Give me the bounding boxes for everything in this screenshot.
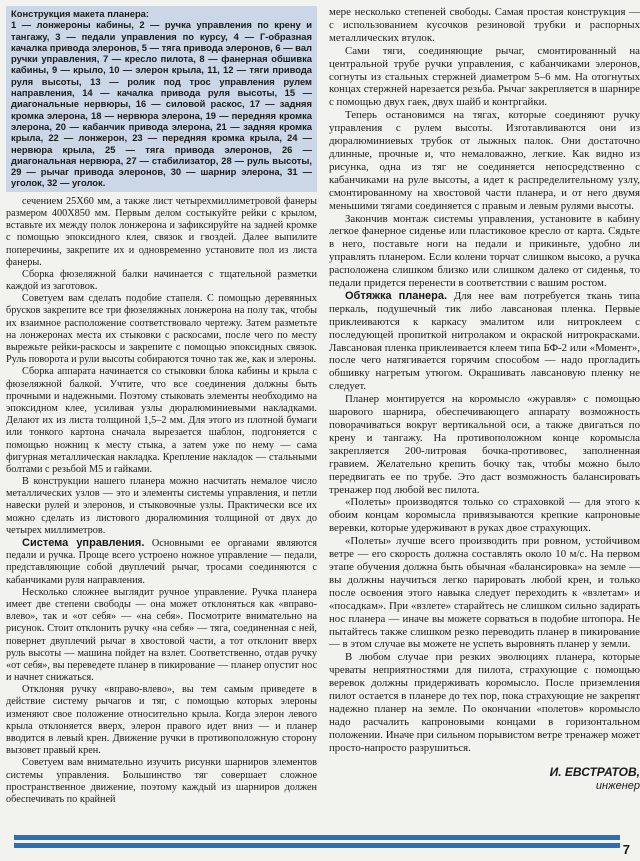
author-role: инженер [595, 779, 640, 792]
paragraph: Планер монтируется на коромысло «журавля» с помощью шарового шарнира, обеспечивающего аппарату возможность поворачиваться вокруг вертикальной оси, а также двигаться по крену и тангажу. На противоположном конце коромысла закрепляется 200-литровая бочка-противовес, заполненная гравием. Желательно крепить бочку так, чтобы можно было передвигать ее по трубе. Это даст возможность балансировать тренажер под любой вес пилота. [329, 393, 640, 496]
footer-rule-top [14, 835, 620, 840]
figure-caption-title: Конструкция макета планера: [11, 8, 150, 19]
section-heading-covering: Обтяжка планера. [345, 289, 448, 302]
paragraph-text: Для нее вам потребуется ткань типа перкаль, подушечный тик либо лавсановая пленка. Первые приклеиваются к каркасу эмалитом или нитроклеем с последующей пропиткой нитролаком и окраской нитрокрасками. Лавсановая пленка приклеивается клеем типа БФ-2 или «Момент», после чего натягивается горячим способом — надо прогладить обшивку нагретым утюгом. Окрашивать лавсановую пленку не следует. [329, 289, 640, 393]
right-column [329, 6, 640, 821]
paragraph: Сборка аппарата начинается со стыковки блока кабины и крыла с фюзеляжной балкой. Учтите, что все соединения должны быть прочными и надежными. Поэтому стыковать элементы необходимо на эпоксидном клее, усиливая узлы дюралюминиевыми накладками. Делают их из листа толщиной 1,5–2 мм. Для этого из плотной бумаги или тонкого картона сначала вырезается шаблон, подгоняется с помощью ножниц к месту стыка, а затем уже по нему — сама фигурная металлическая накладка. Крепление накладок — стальными болтами с резьбой М5 и гайками. [6, 366, 317, 475]
left-column [6, 6, 317, 821]
paragraph: Советуем вам сделать подобие стапеля. С помощью деревянных брусков закрепите все три фюзеляжных лонжерона на полу так, чтобы их взаимное расположение соответствовало чертежу. Затем разметьте на лонжеронах места их стыковки с раскосами, после чего по месту вырежьте рейки-раскосы и закрепите с помощью эпоксидных связок. Руль поворота и рули высоты собираются точно так же, как и элероны. [6, 293, 317, 366]
paragraph: Советуем вам внимательно изучить рисунки шарниров элементов системы управления. Большинство тяг совершает сложное пространственное движение, поэтому каждый из шарниров должен обеспечивать по крайней [6, 757, 317, 805]
paragraph: «Полеты» лучше всего производить при ровном, устойчивом ветре — его скорость должна составлять около 10 м/с. На первом этапе обучения должна быть обычная «балансировка» на земле — вы должны научиться легко парировать любой крен, и только после освоения этого навыка следует переходить к «взлетам» и «посадкам». При «взлете» старайтесь не слишком сильно задирать нос планера — иначе вы можете сорваться в подобие штопора. Не пытайтесь также слишком резко переводить планер в пикирование — в этом случае вы можете не успеть выровнять планер у земли. [329, 535, 640, 651]
paragraph-covering [329, 290, 640, 393]
section-heading-control-system: Система управления. [22, 537, 145, 549]
paragraph: В конструкции нашего планера можно насчитать немалое число металлических узлов — это и элементы системы управления, и петли навески рулей и элеронов, и стыковочные узлы. Практически все их можно сделать из листового дюралюминия толщиной от двух до четырех миллиметров. [6, 476, 317, 536]
paragraph: Теперь остановимся на тягах, которые соединяют ручку управления с рулем высоты. Изготавливаются они из дюралюминиевых трубок от лыжных палок. Они достаточно длинные, прочные и, что немаловажно, легкие. Как видно из рисунка, одна из тяг не соединяется непосредственно с кабанчиками на руле высоты, а идет к распределительному узлу, смонтированному на хвостовой части планера, и от него двумя меньшими тягами соединяется с правым и левым рулями высоты. [329, 109, 640, 212]
figure-caption-text: 1 — лонжероны кабины, 2 — ручка управления по крену и тангажу, 3 — педали управления по курсу, 4 — Г-образная качалка привода элеронов, 5 — тяга привода элеронов, 6 — вал ручки управления, 7 — кресло пилота, 8 — фанерная обшивка кабины, 9 — крыло, 10 — элерон крыла, 11, 12 — тяги привода руля высоты, 13 — ролик под трос управления рулем направления, 14 — качалка привода руля высоты, 15 — диагональные нервюры, 16 — силовой раскос, 17 — задняя кромка элерона, 18 — нервюра элерона, 19 — передняя кромка элерона, 20 — кабанчик привода элерона, 21 — задняя кромка крыла, 22 — лонжерон, 23 — передняя кромка крыла, 24 — нервюра крыла, 25 — тяга привода элеронов, 26 — диагональная нервюра, 27 — стабилизатор, 28 — руль высоты, 29 — рычаг привода элеронов, 30 — шарнир элерона, 31 — уголок, 32 — уголок. [11, 19, 312, 189]
footer-rule-bottom [14, 843, 620, 848]
author-signature [329, 765, 640, 793]
figure-caption [6, 6, 317, 192]
paragraph: В любом случае при резких эволюциях планера, которые чреваты неприятностями для пилота, страхующие с помощью веревок должны придерживать коромысло. После приземления пилот остается в планере до тех пор, пока страхующие не закрепят надежно планер на земле. По окончании «полетов» коромысло надо расчалить капроновыми концами в горизонтальном положении. Иначе при сильном порывистом ветре тренажер может просто-напросто разрушиться. [329, 651, 640, 754]
paragraph: «Полеты» производятся только со страховкой — для этого к обоим концам коромысла привязываются крепкие капроновые веревки, которые удерживают в руках двое страхующих. [329, 496, 640, 535]
paragraph: сечением 25X60 мм, а также лист четырехмиллиметровой фанеры размером 400X850 мм. Первым делом состыкуйте рейки с крылом, вставьте их между полок лонжерона и зафиксируйте на задней кромке с помощью эпоксидного клея, связок и гвоздей. Далее выпилите поперечины, закрепите их и одновременно установите пол из листа фанеры. [6, 195, 317, 268]
paragraph: мере несколько степеней свободы. Самая простая конструкция — с использованием кусочков резиновой трубки и распорных металлических втулок. [329, 6, 640, 44]
paragraph: Сами тяги, соединяющие рычаг, смонтированный на центральной трубе ручки управления, с кабанчиками элеронов, согнуты из стальных стержней диаметром 5–6 мм. На отогнутых концах стержней нарезается резьба. Рычаг закрепляется в шарнире с помощью двух гаек, двух шайб и контргайки. [329, 44, 640, 109]
paragraph: Несколько сложнее выглядит ручное управление. Ручка планера имеет две степени свободы — она может отклоняться как «вправо-влево», так и «от себя» — «на себя». Посмотрите внимательно на рисунок. Стоит отклонить ручку «на себя» — тяга, соединенная с ней, повернет двуплечий рычаг в хвостовой части, а тот отклонит вверх руль высоты — машина пойдет на взлет. Соответственно, отдав ручку «от себя», вы переведете планер в пикирование — планер опустит нос и начнет снижаться. [6, 586, 317, 684]
paragraph: Сборка фюзеляжной балки начинается с тщательной разметки каждой из заготовок. [6, 268, 317, 293]
paragraph: Закончив монтаж системы управления, установите в кабину легкое фанерное сиденье или пластиковое кресло от карта. Сядьте в него, поставьте ноги на педали и прикиньте, удобно ли управлять планером. Если колени торчат слишком высоко, а ручка расположена слишком близко или слишком далеко от сиденья, то педали придется перенести в соответствии с вашим ростом. [329, 212, 640, 290]
paragraph-control-system [6, 537, 317, 587]
page-number: 7 [622, 842, 630, 857]
paragraph-text: Основными ее органами являются педали и ручка. Проще всего устроено ножное управление — педали, представляющие собой двуплечий рычаг, тросами соединяются с кабанчиками руля направления. [6, 538, 317, 586]
author-name: И. ЕВСТРАТОВ, [549, 764, 640, 779]
paragraph: Отклоняя ручку «вправо-влево», вы тем самым приведете в действие систему рычагов и тяг, с помощью которых элероны изменяют свое положение относительно крыла. Когда элерон левого крыла отклоняется вверх, элерон правого идет вниз — и планер вводится в левый крен. Движение ручки в противоположную сторону вызовет правый крен. [6, 684, 317, 757]
